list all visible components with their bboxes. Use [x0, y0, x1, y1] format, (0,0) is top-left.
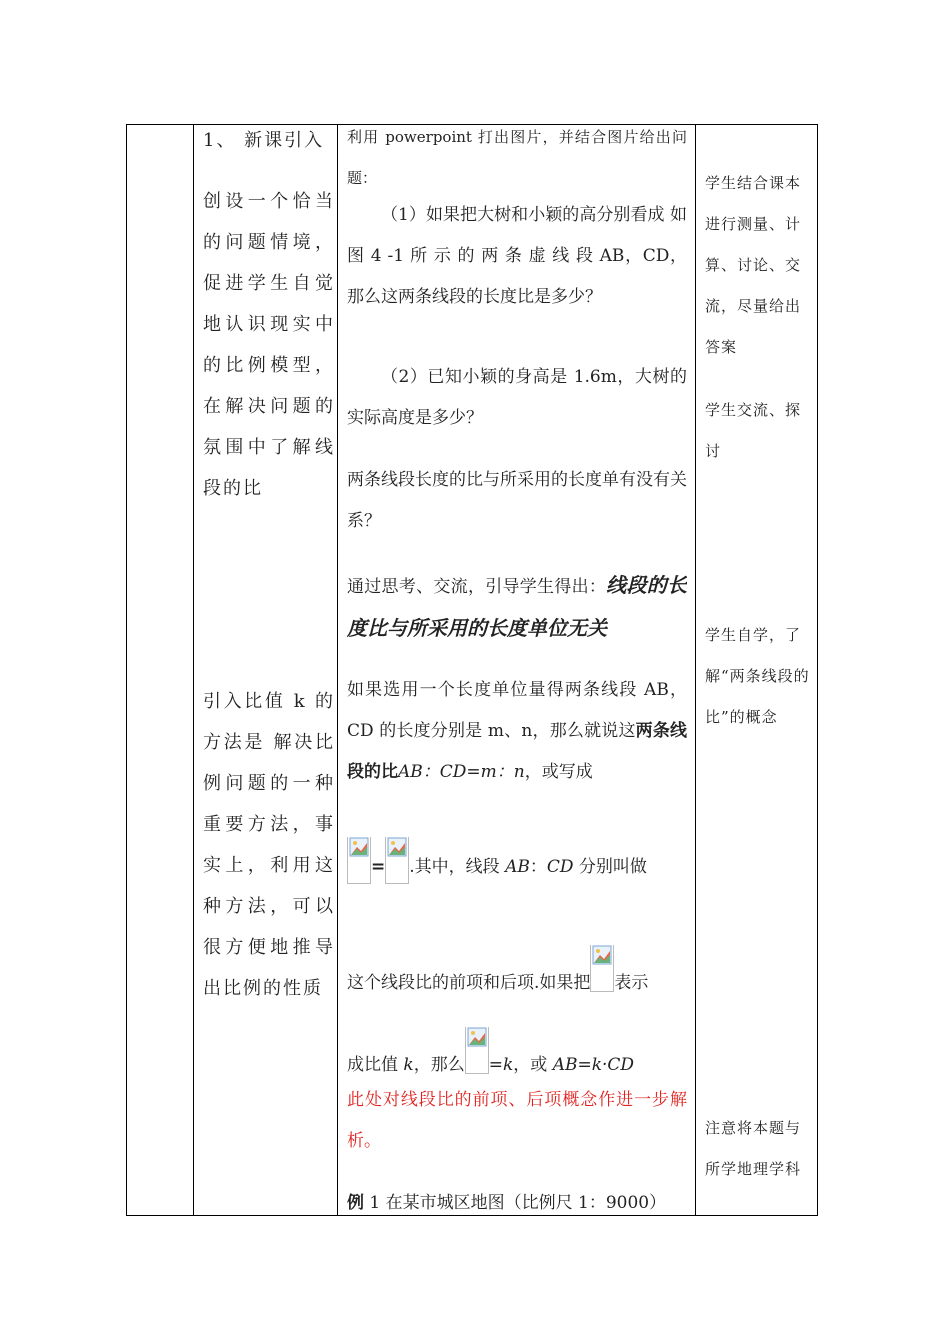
activity-intro: 利用 powerpoint 打出图片，并结合图片给出问题：	[347, 128, 687, 187]
segment-ab: AB	[505, 857, 530, 877]
ratio-line	[347, 1027, 687, 1086]
terms-text-a: 这个线段比的前项和后项.如果把	[347, 973, 591, 993]
ratio-text-a: 成比值	[347, 1055, 404, 1075]
definition-paragraph	[347, 670, 687, 793]
example-text: 1 在某市城区地图（比例尺 1：9000）	[364, 1193, 667, 1213]
student-note-3: 学生自学，了解“两条线段的比”的概念	[705, 626, 810, 726]
fraction-equals: =	[371, 857, 386, 877]
broken-image-icon	[465, 1027, 489, 1074]
example-line	[347, 1183, 687, 1215]
ratio-text-c: ，或	[513, 1055, 553, 1075]
student-note-4: 注意将本题与所学地理学科	[705, 1119, 802, 1178]
fraction-line	[347, 837, 687, 888]
definition-formula: AB：CD=m：n	[398, 762, 525, 782]
student-note-1: 学生结合课本进行测量、计算、讨论、交流，尽量给出答案	[705, 174, 802, 356]
conclusion-paragraph	[347, 565, 687, 651]
ratio-equals: =	[488, 1055, 503, 1075]
column-divider	[695, 125, 696, 1215]
conclusion-emphasis: 线段的长度比与所采用的长度单位无关	[347, 573, 687, 640]
segment-separator: ：	[529, 857, 547, 877]
broken-image-icon	[347, 837, 371, 884]
section-heading: 1、 新课引入	[203, 130, 325, 151]
broken-image-icon	[590, 945, 614, 992]
column-divider	[337, 125, 338, 1215]
intent-paragraph-2: 引入比值 k 的方法是 解决比例问题的一种重要方法，事实上，利用这种方法，可以很方便地推导出比例的性质	[203, 691, 335, 999]
question-2: （2）已知小颖的身高是 1.6m，大树的实际高度是多少？	[347, 367, 687, 428]
fraction-tail-b: 分别叫做	[573, 857, 647, 877]
example-label: 例	[347, 1193, 364, 1213]
fraction-tail-a: .其中，线段	[409, 857, 506, 877]
ratio-formula: AB=k·CD	[552, 1055, 635, 1075]
ratio-k: k	[403, 1055, 414, 1075]
terms-text-b: 表示	[614, 973, 649, 993]
definition-bold: 两条线段的比	[347, 721, 687, 782]
broken-image-icon	[385, 837, 409, 884]
student-column	[705, 125, 815, 1215]
ratio-text-b: ，那么	[413, 1055, 465, 1075]
terms-line	[347, 945, 687, 1004]
conclusion-prefix: 通过思考、交流，引导学生得出：	[347, 577, 607, 597]
question-3: 两条线段长度的比与所采用的长度单有没有关系？	[347, 470, 687, 531]
lesson-table	[126, 124, 818, 1216]
column-divider	[193, 125, 194, 1215]
definition-tail: ，或写成	[524, 762, 593, 782]
intent-paragraph-1: 创设一个恰当的问题情境，促进学生自觉地认识现实中的比例模型，在解决问题的氛围中了解线段的比	[203, 191, 335, 499]
segment-cd: CD	[546, 857, 574, 877]
teacher-note: 此处对线段比的前项、后项概念作进一步解析。	[347, 1090, 687, 1151]
intent-column	[203, 125, 335, 1215]
ratio-k2: k	[502, 1055, 514, 1075]
activity-column	[347, 125, 687, 1215]
student-note-2: 学生交流、探讨	[705, 401, 802, 460]
question-1: （1）如果把大树和小颖的高分别看成 如 图 4 -1 所 示 的 两 条 虚 线 段 AB，CD，那么这两条线段的长度比是多少？	[347, 205, 687, 307]
definition-text: 如果选用一个长度单位量得两条线段 AB，CD 的长度分别是 m、n，那么就说这	[347, 680, 687, 741]
